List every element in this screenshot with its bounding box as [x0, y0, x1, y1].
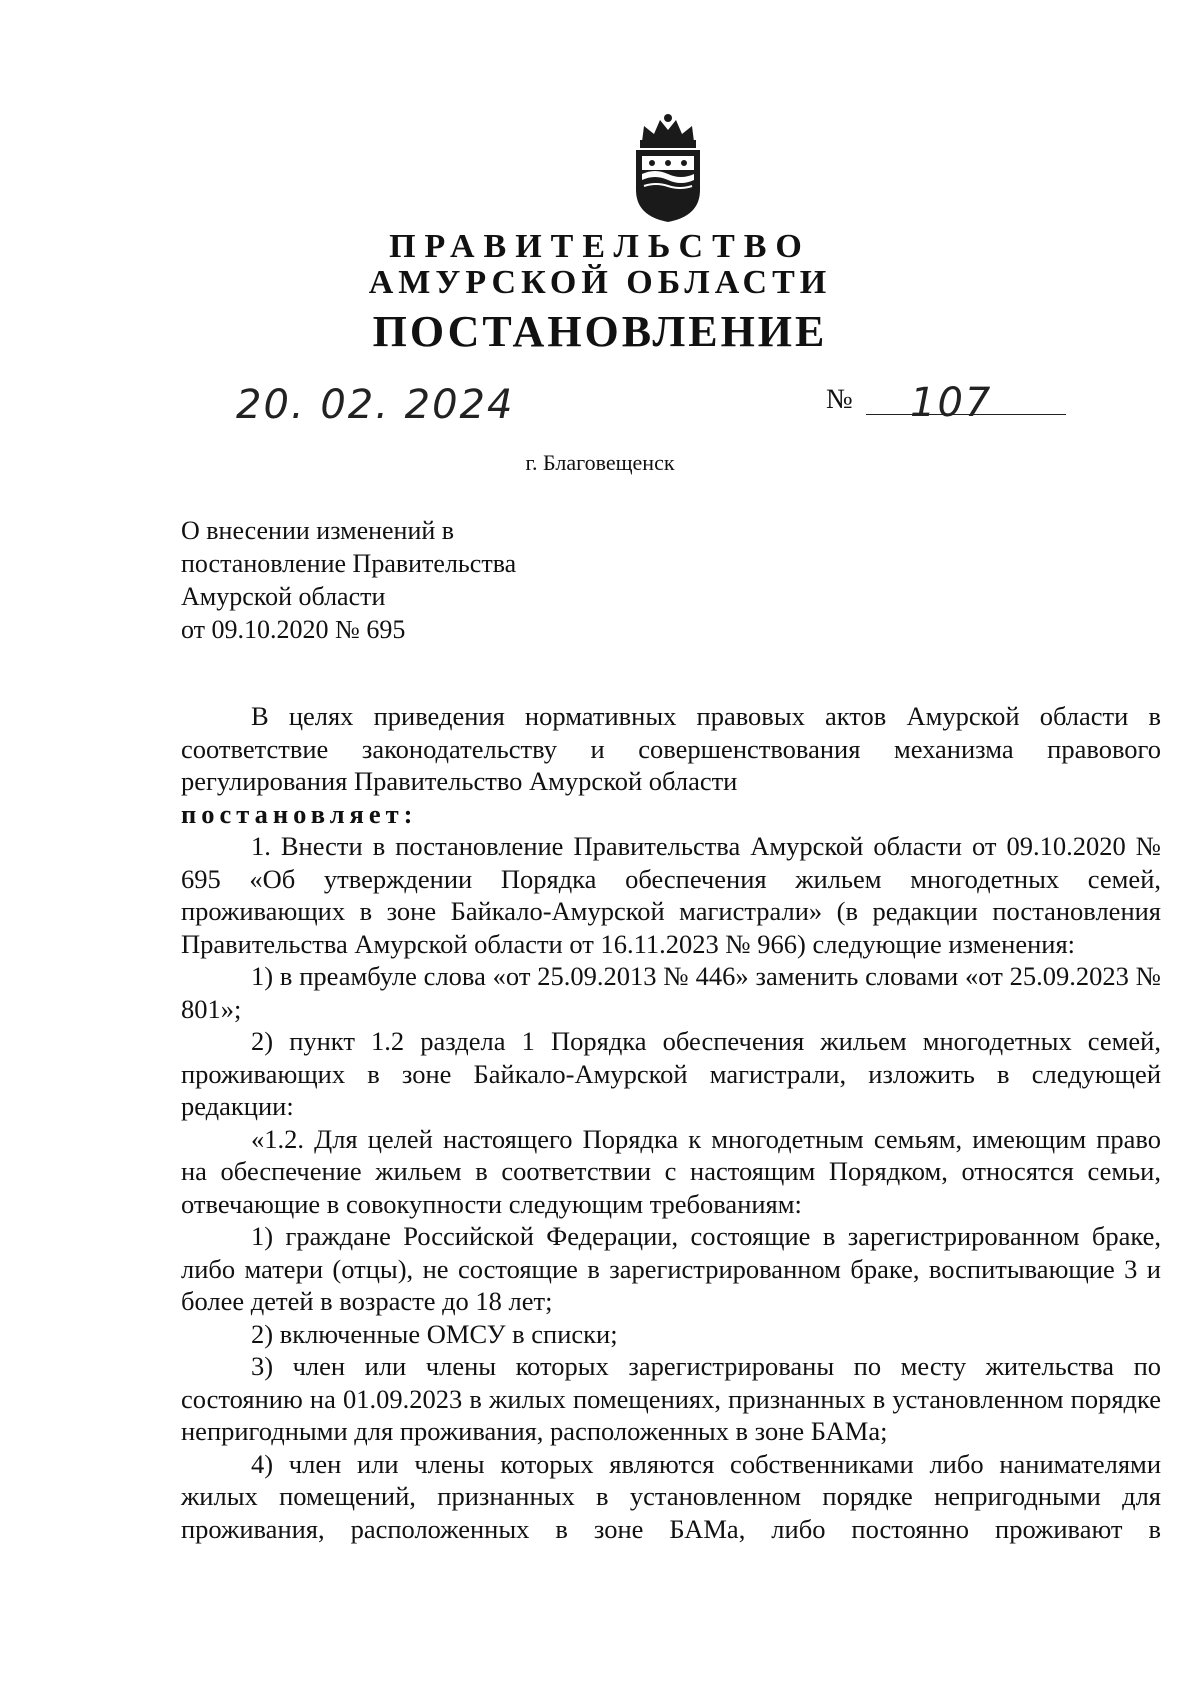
quoted-clause-paragraph: «1.2. Для целей настоящего Порядка к многодетным семьям, имеющим право на обеспечение жильем в соответствии с настоящим Порядком, относятся семьи, отвечающие в совокупности следующим требованиям: — [181, 1123, 1161, 1219]
handwritten-number: 107 — [910, 380, 993, 426]
government-title-line2: АМУРСКОЙ ОБЛАСТИ — [368, 264, 832, 301]
subject-block — [181, 514, 516, 646]
item-1-paragraph: 1. Внести в постановление Правительства Амурской области от 09.10.2020 № 695 «Об утверждении Порядка обеспечения жильем многодетных семей, проживающих в зоне Байкало-Амурской магистрали» (в редакции постановления Правительства Амурской области от 16.11.2023 № 966) следующие изменения: — [181, 831, 1161, 959]
city-name: г. Благовещенск — [525, 450, 675, 475]
requirement-2-paragraph: 2) включенные ОМСУ в списки; — [251, 1318, 618, 1349]
document-type-title: ПОСТАНОВЛЕНИЕ — [372, 307, 828, 356]
subject-line: от 09.10.2020 № 695 — [181, 615, 406, 644]
government-title-line1: ПРАВИТЕЛЬСТВО — [389, 228, 811, 265]
number-label: № — [826, 384, 853, 415]
subject-line: О внесении изменений в — [181, 516, 455, 545]
requirement-4-paragraph: 4) член или члены которых являются собственниками либо нанимателями жилых помещений, признанных в установленном порядке непригодными для проживания, расположенных в зоне БАМа, либо постоянно проживают в — [181, 1448, 1161, 1544]
handwritten-date: 20. 02. 2024 — [236, 382, 515, 428]
subitem-2-paragraph: 2) пункт 1.2 раздела 1 Порядка обеспечения жильем многодетных семей, проживающих в зоне Байкало-Амурской магистрали, изложить в следующей редакции: — [181, 1026, 1161, 1121]
subject-line: постановление Правительства — [181, 549, 517, 578]
document-body — [181, 700, 1161, 1545]
coat-of-arms-emblem — [622, 112, 714, 224]
requirement-1-paragraph: 1) граждане Российской Федерации, состоящие в зарегистрированном браке, либо матери (отцы), не состоящие в зарегистрированном браке, воспитывающие 3 и более детей в возрасте до 18 лет; — [181, 1221, 1161, 1316]
preamble-paragraph: В целях приведения нормативных правовых актов Амурской области в соответствие законодательству и совершенствования механизма правового регулирования Правительство Амурской области — [181, 701, 1161, 796]
subject-line: Амурской области — [181, 582, 386, 611]
number-underline — [866, 414, 1066, 415]
requirement-3-paragraph: 3) член или члены которых зарегистрированы по месту жительства по состоянию на 01.09.2023 в жилых помещениях, признанных в установленном порядке непригодными для проживания, расположенных в зоне БАМа; — [181, 1351, 1161, 1446]
decides-keyword: постановляет: — [181, 798, 418, 829]
subitem-1-paragraph: 1) в преамбуле слова «от 25.09.2013 № 446» заменить словами «от 25.09.2023 № 801»; — [181, 961, 1161, 1024]
